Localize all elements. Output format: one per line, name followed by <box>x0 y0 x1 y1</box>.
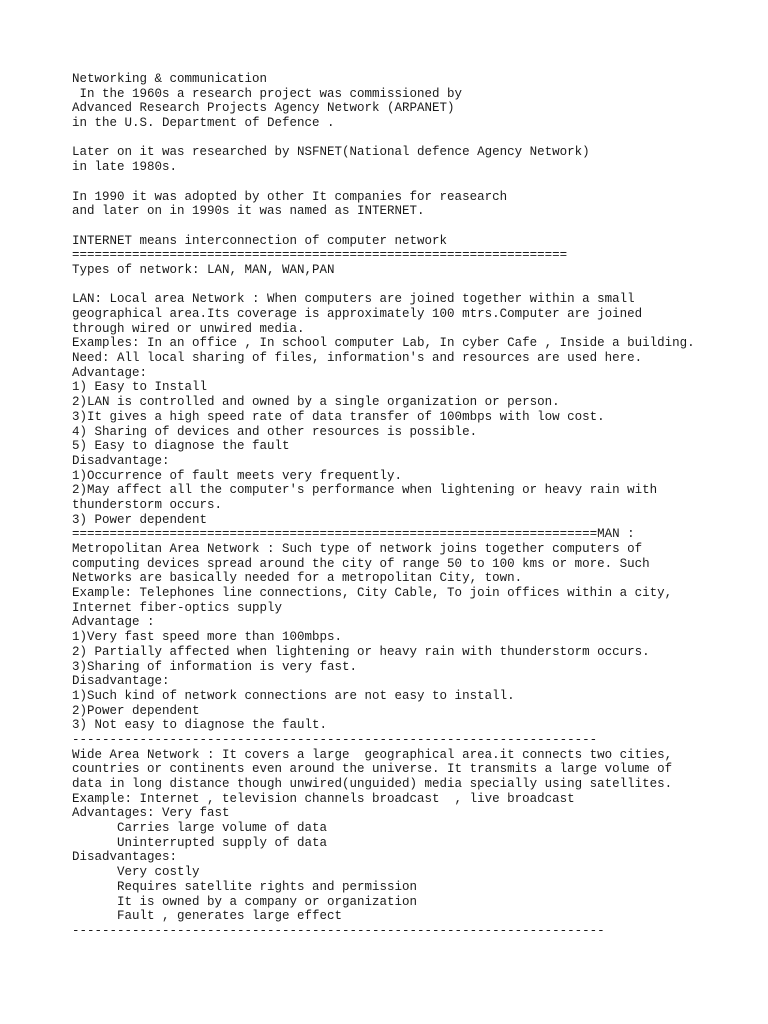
text-line: Networks are basically needed for a metropolitan City, town. <box>72 571 523 586</box>
text-line: Metropolitan Area Network : Such type of network joins together computers of <box>72 542 643 556</box>
text-line: 1) Easy to Install <box>72 380 208 395</box>
text-line: Requires satellite rights and permission <box>72 879 418 894</box>
separator-line: ----------------------------------------------------------------------- <box>72 923 605 938</box>
text-line: and later on in 1990s it was named as INTERNET. <box>72 204 425 219</box>
text-line: Fault , generates large effect <box>72 909 343 924</box>
blank-line <box>72 131 762 146</box>
separator-line: ---------------------------------------------------------------------- <box>72 732 598 747</box>
text-line: Types of network: LAN, MAN, WAN,PAN <box>72 262 335 277</box>
text-line: 3)It gives a high speed rate of data transfer of 100mbps with low cost. <box>72 409 605 424</box>
text-line: Example: Telephones line connections, City Cable, To join offices within a city, <box>72 586 673 601</box>
text-line: thunderstorm occurs. <box>72 497 223 512</box>
text-line: 2)May affect all the computer's performance when lightening or heavy rain with <box>72 483 658 498</box>
text-line: Later on it was researched by NSFNET(National defence Agency Network) <box>72 145 590 160</box>
text-line: Internet fiber-optics supply <box>72 600 283 615</box>
blank-line <box>72 175 762 190</box>
text-line: 3)Sharing of information is very fast. <box>72 659 358 674</box>
text-line: 1)Such kind of network connections are not easy to install. <box>72 688 515 703</box>
text-line: 1)Very fast speed more than 100mbps. <box>72 630 343 645</box>
separator-line: ======================================================================MAN : <box>72 527 635 542</box>
text-line: In the 1960s a research project was commissioned by <box>72 86 463 101</box>
text-line: Advanced Research Projects Agency Network (ARPANET) <box>72 101 455 116</box>
text-line: Networking & communication <box>72 72 268 86</box>
text-line: 4) Sharing of devices and other resources is possible. <box>72 424 478 439</box>
blank-line <box>72 278 762 293</box>
text-line: 2)Power dependent <box>72 703 200 718</box>
text-line: Very costly <box>72 865 200 880</box>
text-line: Carries large volume of data <box>72 821 328 836</box>
text-line: Uninterrupted supply of data <box>72 835 328 850</box>
text-line: Disadvantage: <box>72 453 170 468</box>
text-line: 2)LAN is controlled and owned by a single organization or person. <box>72 395 560 410</box>
text-line: Need: All local sharing of files, information's and resources are used here. <box>72 351 643 366</box>
document-page <box>72 72 762 939</box>
text-line: 1)Occurrence of fault meets very frequently. <box>72 468 403 483</box>
text-line: data in long distance though unwired(unguided) media specially using satellites. <box>72 777 673 791</box>
text-line: 3) Power dependent <box>72 512 208 527</box>
text-line: 2) Partially affected when lightening or heavy rain with thunderstorm occurs. <box>72 644 650 659</box>
blank-line <box>72 219 762 234</box>
text-line: Disadvantages: <box>72 850 178 865</box>
text-line: 3) Not easy to diagnose the fault. <box>72 718 328 733</box>
text-line: Wide Area Network : It covers a large geographical area.it connects two cities, <box>72 747 673 762</box>
text-line: Example: Internet , television channels broadcast , live broadcast <box>72 791 575 806</box>
text-line: INTERNET means interconnection of computer network <box>72 233 448 248</box>
text-line: Disadvantage: <box>72 674 170 689</box>
text-line: Advantages: Very fast <box>72 806 230 821</box>
separator-line: ================================================================== <box>72 248 568 263</box>
text-line: in late 1980s. <box>72 160 178 175</box>
text-line: Advantage: <box>72 365 148 380</box>
text-line: LAN: Local area Network : When computers are joined together within a small <box>72 292 635 307</box>
text-line: 5) Easy to diagnose the fault <box>72 439 290 454</box>
text-line: geographical area.Its coverage is approximately 100 mtrs.Computer are joined <box>72 307 643 321</box>
text-line: countries or continents even around the universe. It transmits a large volume of <box>72 762 673 777</box>
text-line: It is owned by a company or organization <box>72 894 418 909</box>
text-line: In 1990 it was adopted by other It companies for reasearch <box>72 189 508 204</box>
text-line: Examples: In an office , In school computer Lab, In cyber Cafe , Inside a building. <box>72 336 695 351</box>
text-line: Advantage : <box>72 615 155 630</box>
text-line: computing devices spread around the city of range 50 to 100 kms or more. Such <box>72 556 650 571</box>
text-line: in the U.S. Department of Defence . <box>72 116 335 131</box>
text-line: through wired or unwired media. <box>72 321 305 336</box>
